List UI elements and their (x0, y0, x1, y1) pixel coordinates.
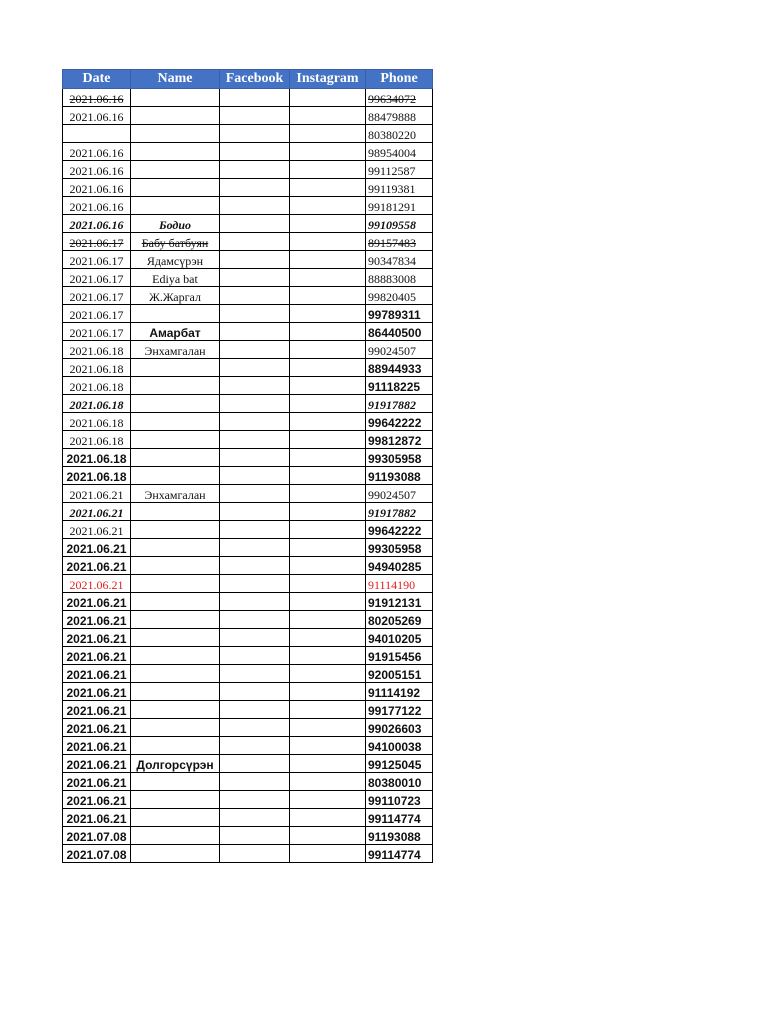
phone-cell[interactable]: 99305958 (366, 539, 433, 557)
table-row (63, 233, 433, 251)
name-cell[interactable]: Ядамсүрэн (131, 251, 220, 269)
facebook-cell[interactable] (220, 107, 290, 125)
name-cell[interactable]: Бабу батбуян (131, 233, 220, 251)
name-cell[interactable] (131, 557, 220, 575)
table-row (63, 467, 433, 485)
instagram-cell[interactable] (290, 431, 366, 449)
instagram-cell[interactable] (290, 107, 366, 125)
column-header-facebook[interactable]: Facebook (220, 70, 290, 89)
name-cell[interactable] (131, 737, 220, 755)
date-cell[interactable]: 2021.06.16 (63, 107, 131, 125)
table-row (63, 341, 433, 359)
column-header-date[interactable]: Date (63, 70, 131, 89)
date-cell[interactable]: 2021.06.21 (63, 593, 131, 611)
name-cell[interactable] (131, 431, 220, 449)
facebook-cell[interactable] (220, 359, 290, 377)
table-row (63, 377, 433, 395)
date-cell[interactable]: 2021.06.18 (63, 341, 131, 359)
table-row (63, 809, 433, 827)
table-row (63, 503, 433, 521)
facebook-cell[interactable] (220, 143, 290, 161)
date-cell[interactable]: 2021.06.21 (63, 521, 131, 539)
date-cell[interactable]: 2021.06.18 (63, 395, 131, 413)
table-row (63, 701, 433, 719)
table-row (63, 647, 433, 665)
column-header-name[interactable]: Name (131, 70, 220, 89)
name-cell[interactable] (131, 539, 220, 557)
date-cell[interactable]: 2021.06.21 (63, 503, 131, 521)
instagram-cell[interactable] (290, 89, 366, 107)
phone-cell[interactable]: 99634072 (366, 89, 433, 107)
instagram-cell[interactable] (290, 647, 366, 665)
instagram-cell[interactable] (290, 719, 366, 737)
phone-cell[interactable]: 88479888 (366, 107, 433, 125)
instagram-cell[interactable] (290, 467, 366, 485)
phone-cell[interactable]: 92005151 (366, 665, 433, 683)
table-row (63, 485, 433, 503)
table-row (63, 395, 433, 413)
date-cell[interactable]: 2021.06.18 (63, 377, 131, 395)
instagram-cell[interactable] (290, 323, 366, 341)
facebook-cell[interactable] (220, 449, 290, 467)
instagram-cell[interactable] (290, 233, 366, 251)
name-cell[interactable]: Энхамгалан (131, 341, 220, 359)
name-cell[interactable]: Долгорсүрэн (131, 755, 220, 773)
table-row (63, 269, 433, 287)
table-row (63, 737, 433, 755)
name-cell[interactable] (131, 791, 220, 809)
phone-cell[interactable]: 88944933 (366, 359, 433, 377)
date-cell[interactable]: 2021.06.21 (63, 539, 131, 557)
name-cell[interactable] (131, 611, 220, 629)
date-cell[interactable]: 2021.06.21 (63, 629, 131, 647)
phone-cell[interactable]: 94940285 (366, 557, 433, 575)
instagram-cell[interactable] (290, 197, 366, 215)
name-cell[interactable] (131, 665, 220, 683)
facebook-cell[interactable] (220, 611, 290, 629)
facebook-cell[interactable] (220, 521, 290, 539)
phone-cell[interactable]: 99119381 (366, 179, 433, 197)
facebook-cell[interactable] (220, 593, 290, 611)
facebook-cell[interactable] (220, 197, 290, 215)
table-row (63, 449, 433, 467)
date-cell[interactable]: 2021.06.16 (63, 179, 131, 197)
facebook-cell[interactable] (220, 89, 290, 107)
instagram-cell[interactable] (290, 539, 366, 557)
instagram-cell[interactable] (290, 215, 366, 233)
table-row (63, 791, 433, 809)
instagram-cell[interactable] (290, 125, 366, 143)
date-cell[interactable]: 2021.06.21 (63, 773, 131, 791)
name-cell[interactable]: Ж.Жаргал (131, 287, 220, 305)
name-cell[interactable] (131, 467, 220, 485)
phone-cell[interactable]: 99812872 (366, 431, 433, 449)
date-cell[interactable]: 2021.06.21 (63, 791, 131, 809)
facebook-cell[interactable] (220, 557, 290, 575)
instagram-cell[interactable] (290, 773, 366, 791)
facebook-cell[interactable] (220, 233, 290, 251)
name-cell[interactable] (131, 773, 220, 791)
facebook-cell[interactable] (220, 701, 290, 719)
facebook-cell[interactable] (220, 377, 290, 395)
instagram-cell[interactable] (290, 593, 366, 611)
table-row (63, 665, 433, 683)
table-row (63, 143, 433, 161)
instagram-cell[interactable] (290, 737, 366, 755)
phone-cell[interactable]: 89157483 (366, 233, 433, 251)
contact-spreadsheet (62, 69, 433, 863)
phone-cell[interactable]: 91193088 (366, 827, 433, 845)
phone-cell[interactable]: 99305958 (366, 449, 433, 467)
table-row (63, 755, 433, 773)
instagram-cell[interactable] (290, 827, 366, 845)
facebook-cell[interactable] (220, 341, 290, 359)
date-cell[interactable]: 2021.06.21 (63, 683, 131, 701)
name-cell[interactable]: Амарбат (131, 323, 220, 341)
table-row (63, 161, 433, 179)
date-cell[interactable]: 2021.06.18 (63, 413, 131, 431)
facebook-cell[interactable] (220, 773, 290, 791)
name-cell[interactable] (131, 647, 220, 665)
date-cell[interactable]: 2021.06.18 (63, 431, 131, 449)
phone-cell[interactable]: 91114192 (366, 683, 433, 701)
phone-cell[interactable]: 91917882 (366, 503, 433, 521)
phone-cell[interactable]: 91118225 (366, 377, 433, 395)
phone-cell[interactable]: 86440500 (366, 323, 433, 341)
phone-cell[interactable]: 80205269 (366, 611, 433, 629)
table-row (63, 845, 433, 863)
instagram-cell[interactable] (290, 449, 366, 467)
facebook-cell[interactable] (220, 683, 290, 701)
phone-cell[interactable]: 99642222 (366, 413, 433, 431)
table-row (63, 719, 433, 737)
table-row (63, 557, 433, 575)
name-cell[interactable] (131, 143, 220, 161)
phone-cell[interactable]: 99789311 (366, 305, 433, 323)
facebook-cell[interactable] (220, 467, 290, 485)
date-cell[interactable]: 2021.07.08 (63, 827, 131, 845)
instagram-cell[interactable] (290, 701, 366, 719)
facebook-cell[interactable] (220, 845, 290, 863)
date-cell[interactable]: 2021.06.21 (63, 719, 131, 737)
phone-cell[interactable]: 88883008 (366, 269, 433, 287)
table-row (63, 179, 433, 197)
facebook-cell[interactable] (220, 287, 290, 305)
phone-cell[interactable]: 91912131 (366, 593, 433, 611)
table-row (63, 359, 433, 377)
phone-cell[interactable]: 99820405 (366, 287, 433, 305)
table-row (63, 89, 433, 107)
instagram-cell[interactable] (290, 629, 366, 647)
name-cell[interactable] (131, 629, 220, 647)
instagram-cell[interactable] (290, 845, 366, 863)
name-cell[interactable] (131, 395, 220, 413)
date-cell[interactable]: 2021.07.08 (63, 845, 131, 863)
date-cell[interactable]: 2021.06.21 (63, 485, 131, 503)
date-cell[interactable] (63, 125, 131, 143)
phone-cell[interactable]: 99177122 (366, 701, 433, 719)
name-cell[interactable] (131, 809, 220, 827)
instagram-cell[interactable] (290, 791, 366, 809)
date-cell[interactable]: 2021.06.21 (63, 809, 131, 827)
date-cell[interactable]: 2021.06.17 (63, 269, 131, 287)
name-cell[interactable] (131, 89, 220, 107)
name-cell[interactable] (131, 575, 220, 593)
date-cell[interactable]: 2021.06.18 (63, 359, 131, 377)
facebook-cell[interactable] (220, 827, 290, 845)
date-cell[interactable]: 2021.06.21 (63, 611, 131, 629)
instagram-cell[interactable] (290, 341, 366, 359)
facebook-cell[interactable] (220, 791, 290, 809)
instagram-cell[interactable] (290, 683, 366, 701)
phone-cell[interactable]: 99109558 (366, 215, 433, 233)
name-cell[interactable] (131, 845, 220, 863)
facebook-cell[interactable] (220, 395, 290, 413)
phone-cell[interactable]: 94100038 (366, 737, 433, 755)
name-cell[interactable] (131, 827, 220, 845)
name-cell[interactable]: Энхамгалан (131, 485, 220, 503)
facebook-cell[interactable] (220, 251, 290, 269)
instagram-cell[interactable] (290, 305, 366, 323)
date-cell[interactable]: 2021.06.16 (63, 161, 131, 179)
date-cell[interactable]: 2021.06.16 (63, 215, 131, 233)
phone-cell[interactable]: 99024507 (366, 341, 433, 359)
table-row (63, 539, 433, 557)
facebook-cell[interactable] (220, 179, 290, 197)
instagram-cell[interactable] (290, 251, 366, 269)
table-row (63, 215, 433, 233)
date-cell[interactable]: 2021.06.17 (63, 323, 131, 341)
facebook-cell[interactable] (220, 539, 290, 557)
date-cell[interactable]: 2021.06.21 (63, 755, 131, 773)
date-cell[interactable]: 2021.06.16 (63, 89, 131, 107)
phone-cell[interactable]: 90347834 (366, 251, 433, 269)
facebook-cell[interactable] (220, 215, 290, 233)
instagram-cell[interactable] (290, 485, 366, 503)
header-row (63, 70, 433, 89)
date-cell[interactable]: 2021.06.21 (63, 647, 131, 665)
name-cell[interactable] (131, 161, 220, 179)
phone-cell[interactable]: 80380220 (366, 125, 433, 143)
table-row (63, 305, 433, 323)
name-cell[interactable] (131, 359, 220, 377)
column-header-instagram[interactable]: Instagram (290, 70, 366, 89)
table-row (63, 683, 433, 701)
date-cell[interactable]: 2021.06.21 (63, 737, 131, 755)
phone-cell[interactable]: 99114774 (366, 845, 433, 863)
phone-cell[interactable]: 99112587 (366, 161, 433, 179)
date-cell[interactable]: 2021.06.16 (63, 197, 131, 215)
name-cell[interactable] (131, 701, 220, 719)
facebook-cell[interactable] (220, 485, 290, 503)
date-cell[interactable]: 2021.06.18 (63, 449, 131, 467)
instagram-cell[interactable] (290, 575, 366, 593)
instagram-cell[interactable] (290, 179, 366, 197)
table-row (63, 287, 433, 305)
date-cell[interactable]: 2021.06.16 (63, 143, 131, 161)
date-cell[interactable]: 2021.06.21 (63, 557, 131, 575)
instagram-cell[interactable] (290, 521, 366, 539)
instagram-cell[interactable] (290, 611, 366, 629)
instagram-cell[interactable] (290, 413, 366, 431)
name-cell[interactable] (131, 719, 220, 737)
date-cell[interactable]: 2021.06.17 (63, 233, 131, 251)
phone-cell[interactable]: 99125045 (366, 755, 433, 773)
name-cell[interactable] (131, 413, 220, 431)
date-cell[interactable]: 2021.06.17 (63, 305, 131, 323)
phone-cell[interactable]: 99642222 (366, 521, 433, 539)
phone-cell[interactable]: 98954004 (366, 143, 433, 161)
phone-cell[interactable]: 91114190 (366, 575, 433, 593)
name-cell[interactable] (131, 197, 220, 215)
date-cell[interactable]: 2021.06.17 (63, 251, 131, 269)
phone-cell[interactable]: 99181291 (366, 197, 433, 215)
table-row (63, 107, 433, 125)
phone-cell[interactable]: 94010205 (366, 629, 433, 647)
phone-cell[interactable]: 99024507 (366, 485, 433, 503)
table-row (63, 773, 433, 791)
table-row (63, 827, 433, 845)
table-row (63, 629, 433, 647)
facebook-cell[interactable] (220, 161, 290, 179)
facebook-cell[interactable] (220, 413, 290, 431)
table-row (63, 593, 433, 611)
instagram-cell[interactable] (290, 665, 366, 683)
name-cell[interactable] (131, 125, 220, 143)
table-row (63, 125, 433, 143)
table-row (63, 431, 433, 449)
phone-cell[interactable]: 91193088 (366, 467, 433, 485)
table-row (63, 575, 433, 593)
facebook-cell[interactable] (220, 737, 290, 755)
date-cell[interactable]: 2021.06.21 (63, 575, 131, 593)
date-cell[interactable]: 2021.06.18 (63, 467, 131, 485)
instagram-cell[interactable] (290, 161, 366, 179)
instagram-cell[interactable] (290, 809, 366, 827)
name-cell[interactable] (131, 305, 220, 323)
phone-cell[interactable]: 99114774 (366, 809, 433, 827)
table-row (63, 323, 433, 341)
instagram-cell[interactable] (290, 287, 366, 305)
facebook-cell[interactable] (220, 719, 290, 737)
table-body (63, 89, 433, 863)
name-cell[interactable] (131, 521, 220, 539)
name-cell[interactable] (131, 593, 220, 611)
facebook-cell[interactable] (220, 305, 290, 323)
phone-cell[interactable]: 80380010 (366, 773, 433, 791)
facebook-cell[interactable] (220, 125, 290, 143)
name-cell[interactable] (131, 179, 220, 197)
date-cell[interactable]: 2021.06.21 (63, 701, 131, 719)
facebook-cell[interactable] (220, 629, 290, 647)
name-cell[interactable]: Ediya bat (131, 269, 220, 287)
table-row (63, 197, 433, 215)
phone-cell[interactable]: 91915456 (366, 647, 433, 665)
facebook-cell[interactable] (220, 647, 290, 665)
facebook-cell[interactable] (220, 503, 290, 521)
name-cell[interactable] (131, 683, 220, 701)
instagram-cell[interactable] (290, 143, 366, 161)
table-row (63, 521, 433, 539)
instagram-cell[interactable] (290, 377, 366, 395)
facebook-cell[interactable] (220, 755, 290, 773)
facebook-cell[interactable] (220, 809, 290, 827)
instagram-cell[interactable] (290, 395, 366, 413)
instagram-cell[interactable] (290, 755, 366, 773)
instagram-cell[interactable] (290, 269, 366, 287)
facebook-cell[interactable] (220, 323, 290, 341)
phone-cell[interactable]: 99110723 (366, 791, 433, 809)
instagram-cell[interactable] (290, 503, 366, 521)
table-row (63, 611, 433, 629)
name-cell[interactable] (131, 107, 220, 125)
date-cell[interactable]: 2021.06.21 (63, 665, 131, 683)
name-cell[interactable] (131, 449, 220, 467)
name-cell[interactable]: Бодио (131, 215, 220, 233)
facebook-cell[interactable] (220, 665, 290, 683)
facebook-cell[interactable] (220, 431, 290, 449)
name-cell[interactable] (131, 377, 220, 395)
name-cell[interactable] (131, 503, 220, 521)
facebook-cell[interactable] (220, 575, 290, 593)
table-row (63, 413, 433, 431)
facebook-cell[interactable] (220, 269, 290, 287)
instagram-cell[interactable] (290, 557, 366, 575)
date-cell[interactable]: 2021.06.17 (63, 287, 131, 305)
table-row (63, 251, 433, 269)
phone-cell[interactable]: 91917882 (366, 395, 433, 413)
instagram-cell[interactable] (290, 359, 366, 377)
column-header-phone[interactable]: Phone (366, 70, 433, 89)
phone-cell[interactable]: 99026603 (366, 719, 433, 737)
